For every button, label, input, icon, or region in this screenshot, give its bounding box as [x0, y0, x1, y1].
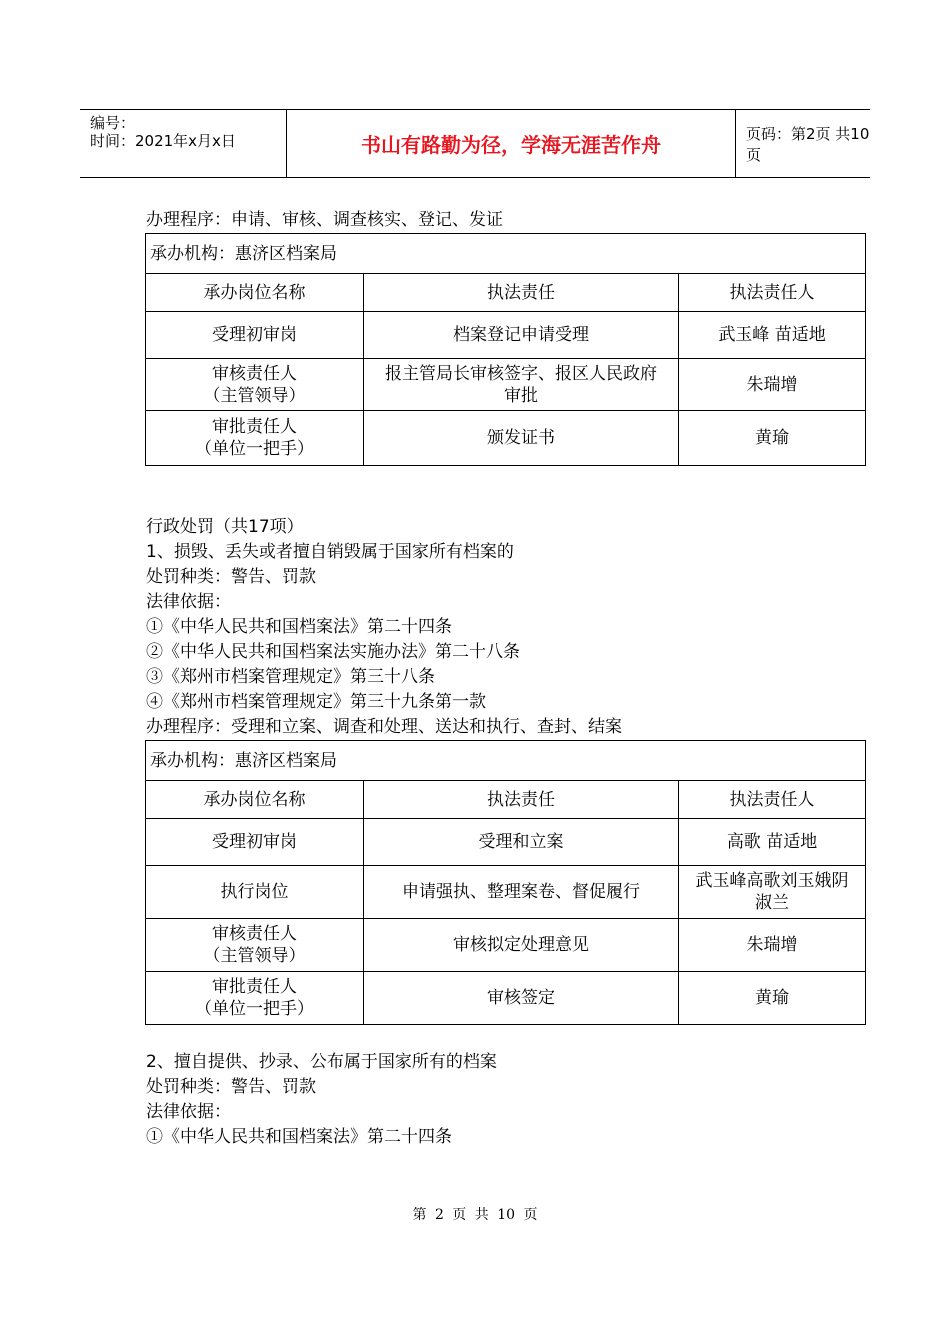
table-row — [146, 972, 866, 1025]
person-line: 朱瑞增 — [746, 935, 798, 955]
header-cell: 承办岗位名称 — [146, 274, 364, 312]
post-line-2: （单位一把手） — [195, 439, 314, 459]
post-cell — [146, 919, 364, 972]
duty-line: 颁发证书 — [487, 428, 555, 448]
header-cell: 承办岗位名称 — [146, 781, 364, 819]
table-row — [146, 919, 866, 972]
person-cell — [679, 819, 866, 866]
person-line-2: 淑兰 — [755, 893, 790, 913]
table-row — [146, 411, 866, 466]
table-row — [146, 312, 866, 359]
duty-cell — [364, 819, 679, 866]
duty-line-2: 审批 — [504, 385, 538, 406]
duty-line: 申请强执、整理案卷、督促履行 — [402, 882, 640, 902]
duty-cell — [364, 359, 679, 411]
responsibility-table-b — [145, 740, 866, 1025]
item1-basis-2: ②《中华人民共和国档案法实施办法》第二十八条 — [146, 642, 520, 662]
person-cell — [679, 312, 866, 359]
post-line: 审批责任人 — [212, 417, 297, 437]
person-cell — [679, 866, 866, 919]
header-cell: 执法责任 — [364, 781, 679, 819]
penalty-heading: 行政处罚（共17项） — [146, 517, 304, 537]
duty-line: 审核签定 — [487, 988, 555, 1008]
item1-basis-4: ④《郑州市档案管理规定》第三十九条第一款 — [146, 692, 486, 712]
duty-cell — [364, 312, 679, 359]
responsibility-table-a — [145, 233, 866, 466]
item2-basis-label: 法律依据： — [146, 1102, 231, 1122]
item1-procedure: 办理程序：受理和立案、调查和处理、送达和执行、查封、结案 — [146, 717, 622, 737]
duty-line: 受理和立案 — [478, 832, 564, 852]
item2-kind: 处罚种类：警告、罚款 — [146, 1077, 316, 1097]
person-line: 高歌 苗适地 — [726, 832, 818, 852]
post-line: 受理初审岗 — [212, 832, 297, 852]
person-line: 武玉峰高歌刘玉娥阴 — [695, 871, 849, 891]
item1-basis-label: 法律依据： — [146, 592, 231, 612]
header-motto: 书山有路勤为径，学海无涯苦作舟 — [286, 110, 736, 177]
duty-cell — [364, 919, 679, 972]
procedure-line: 办理程序：申请、审核、调查核实、登记、发证 — [146, 210, 503, 230]
header-cell: 执法责任 — [364, 274, 679, 312]
post-line-2: （单位一把手） — [195, 999, 314, 1019]
item1-basis-3: ③《郑州市档案管理规定》第三十八条 — [146, 667, 435, 687]
item1-kind: 处罚种类：警告、罚款 — [146, 567, 316, 587]
post-line-2: （主管领导） — [203, 385, 306, 406]
person-line: 黄瑜 — [755, 428, 790, 448]
person-cell — [679, 972, 866, 1025]
post-line: 审核责任人 — [212, 924, 297, 944]
item1-title: 1、损毁、丢失或者擅自销毁属于国家所有档案的 — [146, 542, 514, 562]
person-cell — [679, 919, 866, 972]
person-line: 武玉峰 苗适地 — [718, 325, 826, 345]
duty-cell — [364, 866, 679, 919]
duty-cell — [364, 411, 679, 466]
post-line: 受理初审岗 — [212, 325, 297, 345]
org-cell: 承办机构：惠济区档案局 — [146, 741, 866, 781]
person-cell — [679, 411, 866, 466]
header-page-code: 页码：第2页 共10页 — [746, 124, 870, 164]
duty-line: 报主管局长审核签字、报区人民政府 — [385, 363, 657, 384]
duty-cell — [364, 972, 679, 1025]
page-footer: 第 2 页 共 10 页 — [412, 1207, 538, 1223]
table-row — [146, 866, 866, 919]
date-label: 时间：2021年x月x日 — [90, 132, 236, 150]
post-line: 审批责任人 — [212, 977, 297, 997]
post-cell — [146, 972, 364, 1025]
header-cell: 执法责任人 — [679, 274, 866, 312]
org-cell: 承办机构：惠济区档案局 — [146, 234, 866, 274]
post-line: 执行岗位 — [220, 882, 289, 902]
person-cell — [679, 359, 866, 411]
person-line: 黄瑜 — [755, 988, 790, 1008]
header-cell: 执法责任人 — [679, 781, 866, 819]
post-line-2: （主管领导） — [203, 946, 306, 966]
post-cell — [146, 819, 364, 866]
post-cell — [146, 411, 364, 466]
page-header — [80, 109, 870, 178]
header-meta — [90, 114, 236, 150]
post-cell — [146, 359, 364, 411]
table-row — [146, 359, 866, 411]
table-row — [146, 819, 866, 866]
duty-line: 审核拟定处理意见 — [453, 935, 589, 955]
item2-basis-1: ①《中华人民共和国档案法》第二十四条 — [146, 1127, 452, 1147]
duty-line: 档案登记申请受理 — [453, 325, 589, 345]
post-cell — [146, 312, 364, 359]
person-line: 朱瑞增 — [746, 374, 798, 395]
post-line: 审核责任人 — [212, 363, 297, 384]
item1-basis-1: ①《中华人民共和国档案法》第二十四条 — [146, 617, 452, 637]
post-cell — [146, 866, 364, 919]
item2-title: 2、擅自提供、抄录、公布属于国家所有的档案 — [146, 1052, 497, 1072]
number-label: 编号： — [90, 114, 136, 132]
